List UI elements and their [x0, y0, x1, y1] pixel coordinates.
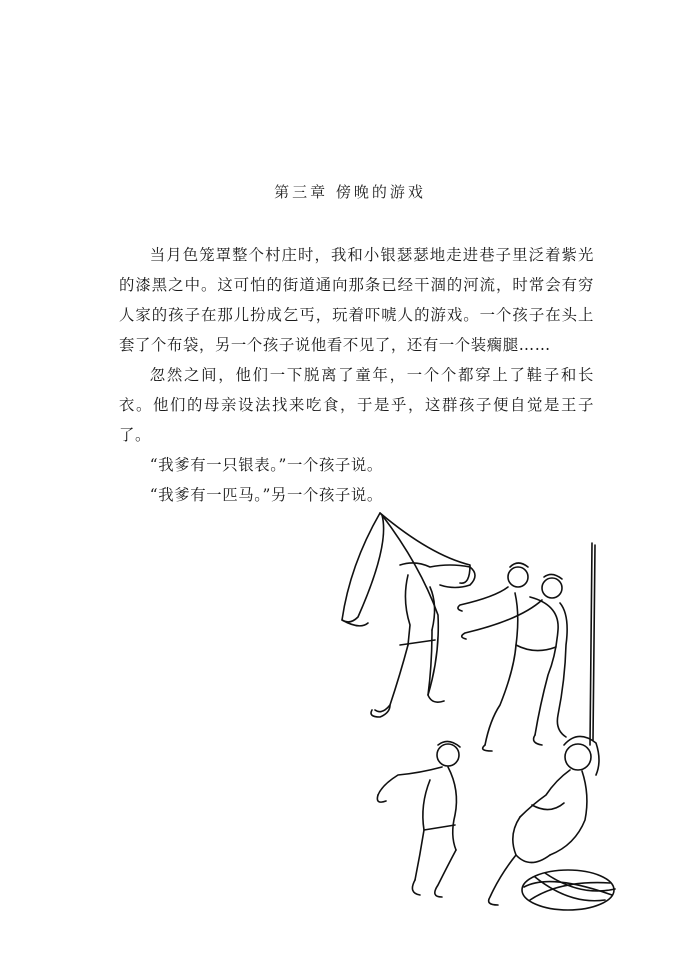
- children-playing-sketch-icon: [320, 505, 630, 925]
- paragraph: 忽然之间，他们一下脱离了童年，一个个都穿上了鞋子和长衣。他们的母亲设法找来吃食，于是乎，这群孩子便自觉是王子了。: [119, 366, 594, 444]
- dialog-line: “我爹有一只银表。”一个孩子说。: [149, 456, 383, 474]
- chapter-title: 第三章 傍晚的游戏: [274, 183, 426, 201]
- illustration: [320, 505, 630, 925]
- body-text: [119, 240, 594, 510]
- paragraph: 当月色笼罩整个村庄时，我和小银瑟瑟地走进巷子里泛着紫光的漆黑之中。这可怕的街道通向那条已经干涸的河流，时常会有穷人家的孩子在那儿扮成乞丐，玩着吓唬人的游戏。一个孩子在头上套了个布袋，另一个孩子说他看不见了，还有一个装瘸腿……: [119, 246, 594, 354]
- dialog-line: “我爹有一匹马。”另一个孩子说。: [149, 486, 383, 504]
